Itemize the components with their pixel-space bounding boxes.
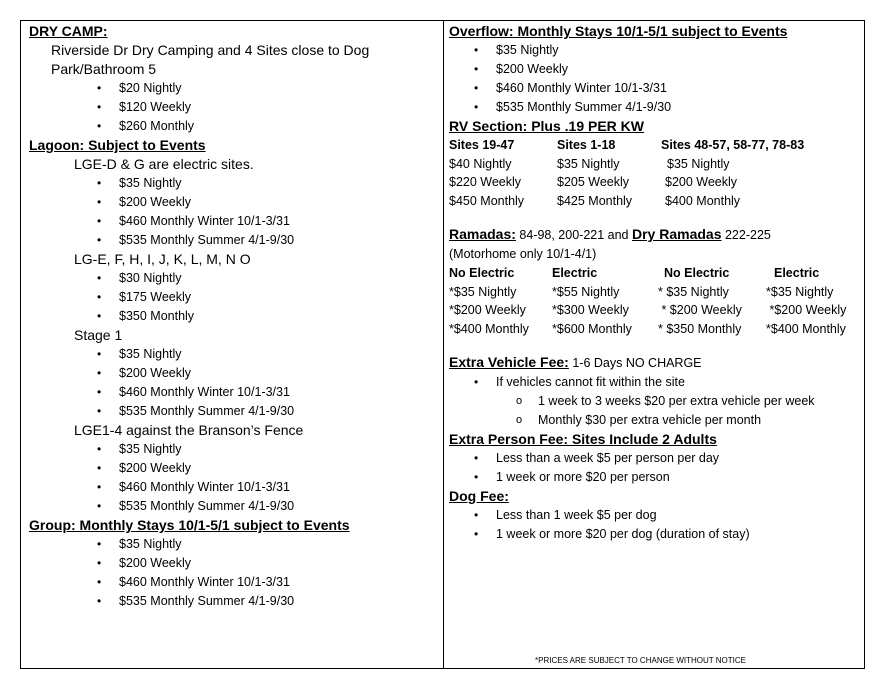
- rv-section-heading: RV Section: Plus .19 PER KW: [449, 118, 645, 134]
- list-item: • $30 Nightly: [119, 269, 439, 288]
- dry-camp-desc-2: Park/Bathroom 5: [51, 61, 157, 77]
- ramadas-cell: *$600 Monthly: [552, 321, 632, 336]
- ramadas-cell: *$200 Weekly: [449, 303, 526, 317]
- dry-ramadas-sites: 222-225: [721, 228, 771, 242]
- overflow-prices: [449, 41, 864, 117]
- list-item: • 1 week or more $20 per dog (duration of stay): [496, 525, 864, 544]
- list-item: • $350 Monthly: [119, 307, 439, 326]
- dry-camp-heading: DRY CAMP:: [29, 23, 108, 39]
- rv-cell: $35 Nightly: [557, 156, 620, 171]
- lagoon-group-prices: [29, 269, 439, 326]
- list-item: • $535 Monthly Summer 4/1-9/30: [496, 98, 864, 117]
- right-column: [449, 22, 864, 544]
- rv-cell: $450 Monthly: [449, 193, 525, 208]
- rv-cell: $200 Weekly: [665, 175, 738, 189]
- list-item: o Monthly $30 per extra vehicle per month: [538, 411, 864, 430]
- ramadas-rate-table: [449, 264, 864, 338]
- dry-camp-prices: [29, 79, 439, 136]
- list-item: • $460 Monthly Winter 10/1-3/31: [119, 573, 439, 592]
- list-item: • $460 Monthly Winter 10/1-3/31: [119, 383, 439, 402]
- group-prices: [29, 535, 439, 611]
- ramadas-cell: *$35 Nightly: [766, 284, 834, 299]
- list-item: • $175 Weekly: [119, 288, 439, 307]
- lagoon-group-title: LG-E, F, H, I, J, K, L, M, N O: [74, 251, 251, 267]
- dog-fee-heading: Dog Fee:: [449, 488, 509, 504]
- list-item: • $200 Weekly: [119, 459, 439, 478]
- rv-cell: $205 Weekly: [557, 175, 630, 189]
- ramadas-cell: *$300 Weekly: [552, 303, 629, 317]
- ramadas-cell: * $35 Nightly: [658, 284, 729, 299]
- ramadas-column-header: No Electric: [449, 266, 515, 280]
- list-item: • $35 Nightly: [119, 345, 439, 364]
- left-column: [29, 22, 439, 611]
- lagoon-group-prices: [29, 440, 439, 516]
- dry-ramadas-heading: Dry Ramadas: [632, 226, 722, 242]
- ramadas-note: (Motorhome only 10/1-4/1): [449, 247, 597, 261]
- column-divider: [443, 20, 444, 669]
- group-heading: Group: Monthly Stays 10/1-5/1 subject to Events: [29, 517, 350, 533]
- ramadas-cell: *$200 Weekly: [766, 303, 847, 317]
- ramadas-heading: Ramadas:: [449, 226, 516, 242]
- list-item: o 1 week to 3 weeks $20 per extra vehicle per week: [538, 392, 864, 411]
- lagoon-group-prices: [29, 174, 439, 250]
- rv-cell: $35 Nightly: [667, 156, 730, 171]
- extra-person-list: [449, 449, 864, 487]
- list-item: • $20 Nightly: [119, 79, 439, 98]
- rv-column-header: Sites 19-47: [449, 138, 515, 152]
- extra-vehicle-heading: Extra Vehicle Fee:: [449, 354, 569, 370]
- lagoon-group-prices: [29, 345, 439, 421]
- list-item: • Less than 1 week $5 per dog: [496, 506, 864, 525]
- ramadas-column-header: No Electric: [664, 266, 730, 280]
- rv-column-header: Sites 1-18: [557, 138, 616, 152]
- ramadas-cell: *$400 Monthly: [449, 321, 529, 336]
- ramadas-column-header: Electric: [552, 266, 598, 280]
- rv-rate-table: [449, 136, 864, 210]
- list-item: • 1 week or more $20 per person: [496, 468, 864, 487]
- extra-vehicle-line: [449, 353, 864, 373]
- list-item: • $200 Weekly: [119, 193, 439, 212]
- list-item: • $120 Weekly: [119, 98, 439, 117]
- list-item: • $35 Nightly: [119, 440, 439, 459]
- rv-cell: $425 Monthly: [557, 193, 633, 208]
- list-item: • $35 Nightly: [119, 174, 439, 193]
- lagoon-group-title: LGE1-4 against the Branson’s Fence: [74, 422, 304, 438]
- dog-fee-list: [449, 506, 864, 544]
- ramadas-cell: * $200 Weekly: [658, 303, 742, 317]
- list-item: • $460 Monthly Winter 10/1-3/31: [119, 478, 439, 497]
- list-item: • $35 Nightly: [496, 41, 864, 60]
- list-item: • $200 Weekly: [496, 60, 864, 79]
- list-item: • $535 Monthly Summer 4/1-9/30: [119, 231, 439, 250]
- list-item: • Less than a week $5 per person per day: [496, 449, 864, 468]
- extra-vehicle-text: 1-6 Days NO CHARGE: [572, 356, 702, 370]
- lagoon-group-title: Stage 1: [74, 327, 123, 343]
- list-item: • $535 Monthly Summer 4/1-9/30: [119, 497, 439, 516]
- price-disclaimer: *PRICES ARE SUBJECT TO CHANGE WITHOUT NOTICE: [535, 656, 746, 665]
- extra-vehicle-list: [449, 373, 864, 392]
- list-item: • $200 Weekly: [119, 554, 439, 573]
- lagoon-heading: Lagoon: Subject to Events: [29, 137, 206, 153]
- rv-cell: $40 Nightly: [449, 156, 512, 171]
- dry-camp-desc-1: Riverside Dr Dry Camping and 4 Sites close to Dog: [51, 42, 370, 58]
- list-item: • $260 Monthly: [119, 117, 439, 136]
- list-item: • $460 Monthly Winter 10/1-3/31: [496, 79, 864, 98]
- overflow-heading: Overflow: Monthly Stays 10/1-5/1 subject to Events: [449, 23, 788, 39]
- list-item: • $35 Nightly: [119, 535, 439, 554]
- rv-column-header: Sites 48-57, 58-77, 78-83: [661, 138, 805, 152]
- rv-cell: $400 Monthly: [665, 193, 741, 208]
- ramadas-cell: * $350 Monthly: [658, 321, 742, 336]
- extra-vehicle-sublist: [449, 392, 864, 430]
- list-item: • $535 Monthly Summer 4/1-9/30: [119, 592, 439, 611]
- ramadas-cell: *$55 Nightly: [552, 284, 620, 299]
- rv-cell: $220 Weekly: [449, 175, 522, 189]
- list-item: • $460 Monthly Winter 10/1-3/31: [119, 212, 439, 231]
- ramadas-cell: *$400 Monthly: [766, 321, 846, 336]
- lagoon-group-title: LGE-D & G are electric sites.: [74, 156, 254, 172]
- list-item: • If vehicles cannot fit within the site: [496, 373, 864, 392]
- ramadas-column-header: Electric: [774, 266, 820, 280]
- ramadas-cell: *$35 Nightly: [449, 284, 517, 299]
- list-item: • $535 Monthly Summer 4/1-9/30: [119, 402, 439, 421]
- ramadas-sites: 84-98, 200-221 and: [515, 228, 632, 242]
- ramadas-line: [449, 225, 864, 245]
- list-item: • $200 Weekly: [119, 364, 439, 383]
- extra-person-heading: Extra Person Fee: Sites Include 2 Adults: [449, 431, 717, 447]
